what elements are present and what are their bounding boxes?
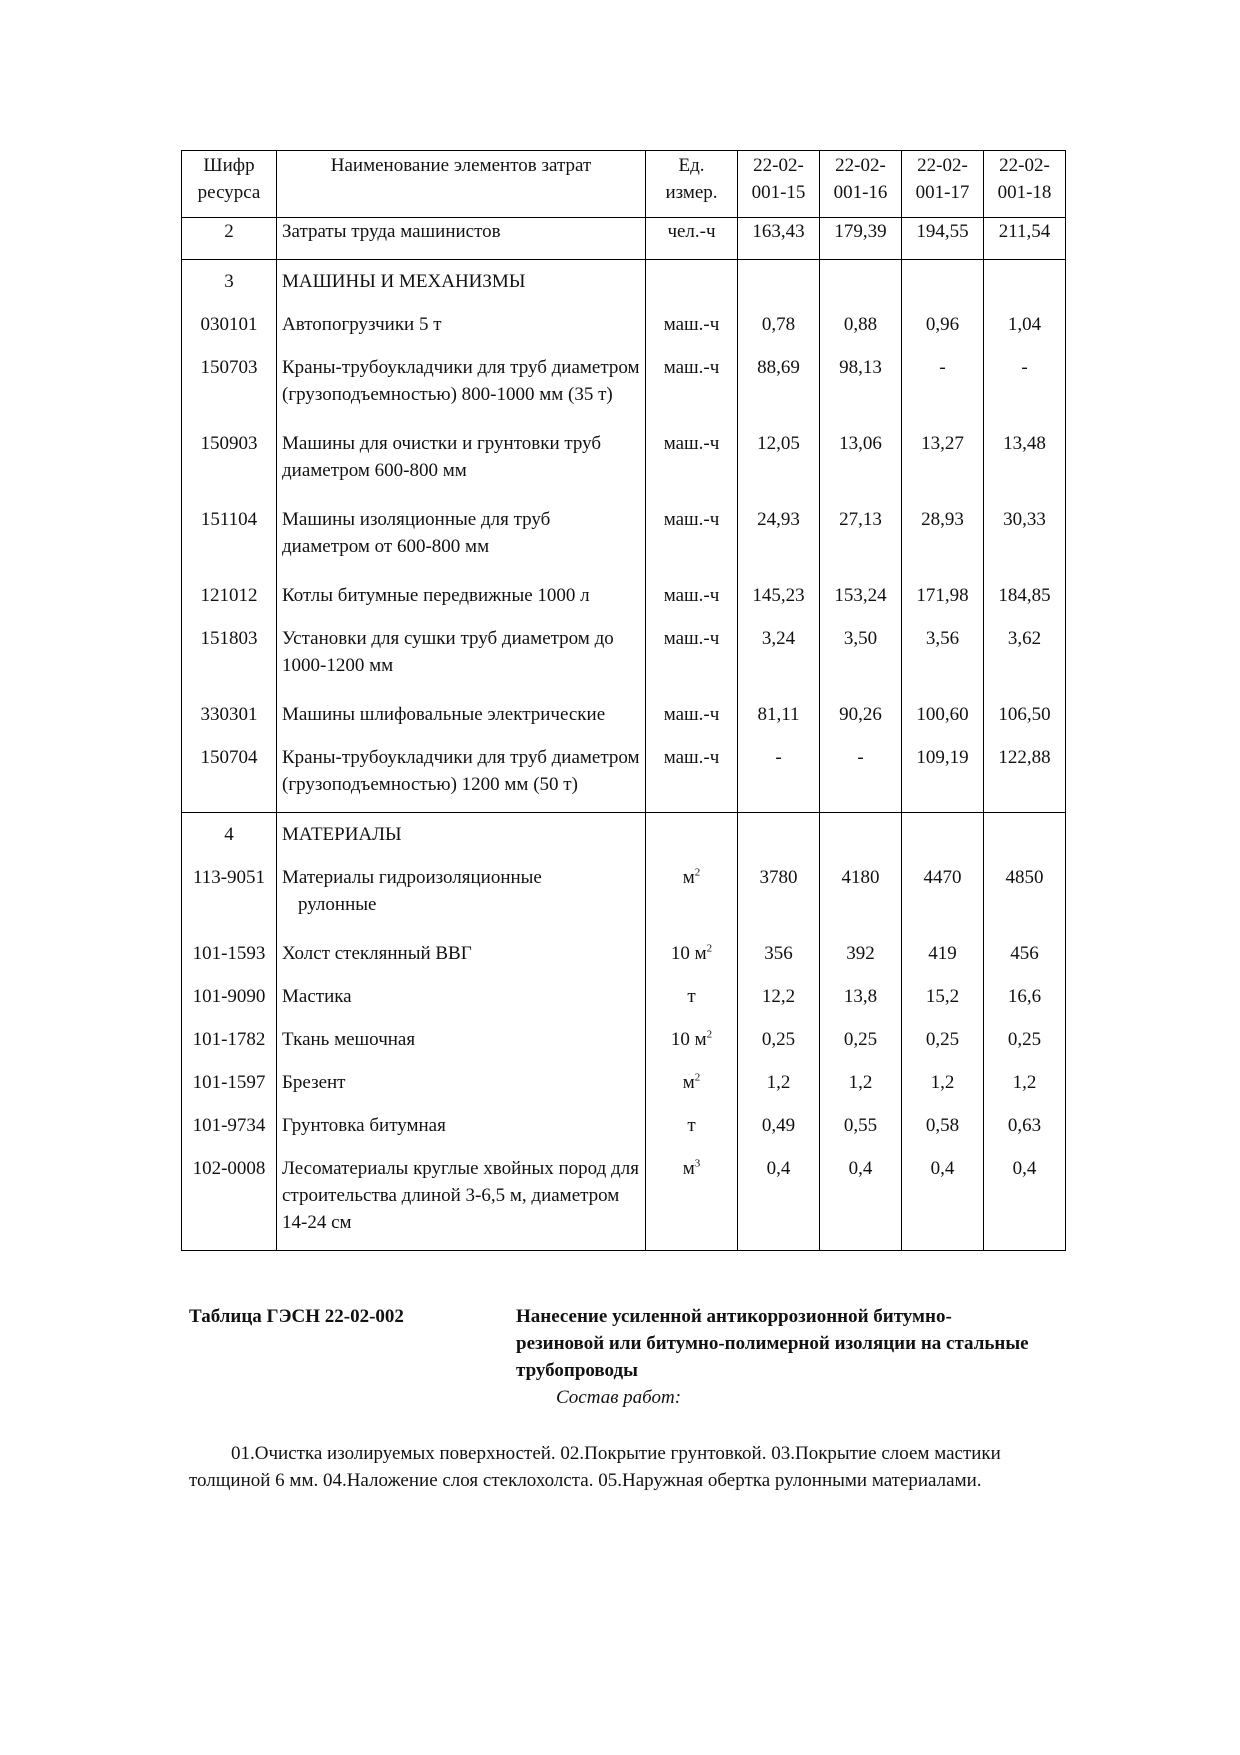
header-col-2: 22-02-001-16 xyxy=(820,151,902,218)
unit-exponent: 2 xyxy=(706,942,713,955)
row-code: 151803 xyxy=(182,617,277,693)
table-row xyxy=(182,346,1066,422)
table-row xyxy=(182,218,1066,260)
table-row xyxy=(182,498,1066,574)
row-value: - xyxy=(738,736,820,813)
row-name xyxy=(277,1061,646,1104)
row-name: Котлы битумные передвижные 1000 л xyxy=(277,574,646,617)
table-row xyxy=(182,422,1066,498)
row-name xyxy=(277,856,646,932)
row-value: 1,2 xyxy=(820,1061,902,1104)
row-value: 0,25 xyxy=(738,1018,820,1061)
row-name: Машины шлифовальные электрические xyxy=(277,693,646,736)
row-value: 0,4 xyxy=(902,1147,984,1251)
table-caption-title: Нанесение усиленной антикоррозионной битумно-резиновой или битумно-полимерной изоляции на стальные трубопроводы xyxy=(516,1306,1029,1381)
table-header-row xyxy=(182,151,1066,218)
row-unit xyxy=(646,1018,738,1061)
row-value: 0,78 xyxy=(738,303,820,346)
row-value: 28,93 xyxy=(902,498,984,574)
table-row xyxy=(182,693,1066,736)
row-value: 0,25 xyxy=(820,1018,902,1061)
row-value: 122,88 xyxy=(984,736,1066,813)
row-value: 163,43 xyxy=(738,218,820,260)
table-row xyxy=(182,932,1066,975)
machines-section xyxy=(182,260,1066,813)
row-code: 101-9090 xyxy=(182,975,277,1018)
row-unit: маш.-ч xyxy=(646,574,738,617)
row-code: 030101 xyxy=(182,303,277,346)
row-unit xyxy=(646,932,738,975)
row-name: Машины изоляционные для труб диаметром от 600-800 мм xyxy=(277,498,646,574)
row-unit: маш.-ч xyxy=(646,346,738,422)
header-col-4: 22-02-001-18 xyxy=(984,151,1066,218)
row-name-text: Холст стеклянный ВВГ xyxy=(282,943,472,964)
row-unit: маш.-ч xyxy=(646,617,738,693)
row-code: 102-0008 xyxy=(182,1147,277,1251)
row-name-text: Ткань мешочная xyxy=(282,1029,416,1050)
row-value: 13,27 xyxy=(902,422,984,498)
row-value: 392 xyxy=(820,932,902,975)
row-value: 106,50 xyxy=(984,693,1066,736)
row-name: Установки для сушки труб диаметром до 1000-1200 мм xyxy=(277,617,646,693)
row-name-text: Лесоматериалы круглые хвойных пород для строительства длиной 3-6,5 м, диаметром 14-24 см xyxy=(282,1158,639,1233)
row-value: 4470 xyxy=(902,856,984,932)
labor-section xyxy=(182,218,1066,260)
row-value: 171,98 xyxy=(902,574,984,617)
row-name-continuation: рулонные xyxy=(298,894,377,915)
row-name-text: Грунтовка битумная xyxy=(282,1115,446,1136)
row-name-text: Брезент xyxy=(282,1072,346,1093)
row-value: 13,48 xyxy=(984,422,1066,498)
row-value: 0,4 xyxy=(738,1147,820,1251)
row-code: 101-1782 xyxy=(182,1018,277,1061)
header-unit: Ед. измер. xyxy=(646,151,738,218)
materials-section xyxy=(182,813,1066,1251)
section-title: МАШИНЫ И МЕХАНИЗМЫ xyxy=(277,260,646,304)
row-unit: чел.-ч xyxy=(646,218,738,260)
row-code: 2 xyxy=(182,218,277,260)
row-value: 1,2 xyxy=(902,1061,984,1104)
row-value: 1,2 xyxy=(738,1061,820,1104)
row-code: 101-1593 xyxy=(182,932,277,975)
row-value: 3,50 xyxy=(820,617,902,693)
row-code: 113-9051 xyxy=(182,856,277,932)
unit-text: т xyxy=(687,1115,696,1136)
row-value: 4850 xyxy=(984,856,1066,932)
row-value: 30,33 xyxy=(984,498,1066,574)
header-name: Наименование элементов затрат xyxy=(277,151,646,218)
row-code: 101-1597 xyxy=(182,1061,277,1104)
row-value: 0,25 xyxy=(902,1018,984,1061)
row-name: Автопогрузчики 5 т xyxy=(277,303,646,346)
row-value: - xyxy=(820,736,902,813)
row-value: 211,54 xyxy=(984,218,1066,260)
row-value: 90,26 xyxy=(820,693,902,736)
row-value: 1,04 xyxy=(984,303,1066,346)
row-value: 3780 xyxy=(738,856,820,932)
row-value: 13,06 xyxy=(820,422,902,498)
row-code: 330301 xyxy=(182,693,277,736)
row-value: 0,88 xyxy=(820,303,902,346)
row-name: Машины для очистки и грунтовки труб диаметром 600-800 мм xyxy=(277,422,646,498)
unit-exponent: 3 xyxy=(694,1157,701,1170)
table-row xyxy=(182,617,1066,693)
section-title: МАТЕРИАЛЫ xyxy=(277,813,646,857)
row-name: Затраты труда машинистов xyxy=(277,218,646,260)
row-name-text: Материалы гидроизоляционные xyxy=(282,867,542,888)
row-code: 121012 xyxy=(182,574,277,617)
row-value: 153,24 xyxy=(820,574,902,617)
row-unit: маш.-ч xyxy=(646,422,738,498)
row-name xyxy=(277,975,646,1018)
row-value: 16,6 xyxy=(984,975,1066,1018)
table-row xyxy=(182,975,1066,1018)
row-value: 3,24 xyxy=(738,617,820,693)
row-value: 98,13 xyxy=(820,346,902,422)
row-unit xyxy=(646,975,738,1018)
row-value: 0,55 xyxy=(820,1104,902,1147)
row-name: Краны-трубоукладчики для труб диаметром (грузоподъемностью) 1200 мм (50 т) xyxy=(277,736,646,813)
row-name xyxy=(277,932,646,975)
row-code: 150903 xyxy=(182,422,277,498)
row-unit: маш.-ч xyxy=(646,693,738,736)
row-value: 88,69 xyxy=(738,346,820,422)
row-value: 184,85 xyxy=(984,574,1066,617)
row-value: - xyxy=(984,346,1066,422)
row-value: 15,2 xyxy=(902,975,984,1018)
unit-text: м xyxy=(682,1158,695,1179)
work-composition-heading: Состав работ: xyxy=(556,1387,682,1408)
row-value: 12,05 xyxy=(738,422,820,498)
row-unit xyxy=(646,1104,738,1147)
estimate-table xyxy=(181,150,1066,1251)
row-value: - xyxy=(902,346,984,422)
row-name xyxy=(277,1104,646,1147)
unit-exponent: 2 xyxy=(694,1071,701,1084)
row-code: 150703 xyxy=(182,346,277,422)
row-name: Краны-трубоукладчики для труб диаметром (грузоподъемностью) 800-1000 мм (35 т) xyxy=(277,346,646,422)
row-unit xyxy=(646,856,738,932)
unit-text: м xyxy=(682,1072,695,1093)
table-row xyxy=(182,303,1066,346)
row-value: 0,49 xyxy=(738,1104,820,1147)
work-composition-text: 01.Очистка изолируемых поверхностей. 02.Покрытие грунтовкой. 03.Покрытие слоем мастики толщиной 6 мм. 04.Наложение слоя стеклохолста. 05.Наружная обертка рулонными материалами. xyxy=(189,1443,1001,1491)
row-unit: маш.-ч xyxy=(646,736,738,813)
section-heading-row xyxy=(182,813,1066,857)
row-code: 151104 xyxy=(182,498,277,574)
row-name xyxy=(277,1147,646,1251)
row-value: 145,23 xyxy=(738,574,820,617)
table-caption-label: Таблица ГЭСН 22-02-002 xyxy=(189,1306,404,1327)
unit-text: 10 м xyxy=(670,1029,707,1050)
table-row xyxy=(182,574,1066,617)
row-name xyxy=(277,1018,646,1061)
row-value: 4180 xyxy=(820,856,902,932)
unit-text: т xyxy=(687,986,696,1007)
row-value: 0,96 xyxy=(902,303,984,346)
row-code: 101-9734 xyxy=(182,1104,277,1147)
row-unit xyxy=(646,1061,738,1104)
row-value: 179,39 xyxy=(820,218,902,260)
row-name-text: Мастика xyxy=(282,986,352,1007)
row-unit: маш.-ч xyxy=(646,498,738,574)
unit-text: м xyxy=(682,867,695,888)
row-value: 194,55 xyxy=(902,218,984,260)
unit-exponent: 2 xyxy=(694,866,701,879)
row-value: 109,19 xyxy=(902,736,984,813)
unit-text: 10 м xyxy=(670,943,707,964)
row-value: 3,62 xyxy=(984,617,1066,693)
row-value: 0,4 xyxy=(820,1147,902,1251)
row-value: 27,13 xyxy=(820,498,902,574)
row-value: 13,8 xyxy=(820,975,902,1018)
row-value: 456 xyxy=(984,932,1066,975)
row-value: 24,93 xyxy=(738,498,820,574)
table-row xyxy=(182,856,1066,932)
table-row xyxy=(182,1018,1066,1061)
header-code: Шифр ресурса xyxy=(182,151,277,218)
row-value: 81,11 xyxy=(738,693,820,736)
row-value: 356 xyxy=(738,932,820,975)
row-value: 0,58 xyxy=(902,1104,984,1147)
row-code: 150704 xyxy=(182,736,277,813)
row-value: 0,63 xyxy=(984,1104,1066,1147)
table-row xyxy=(182,1061,1066,1104)
section-code: 4 xyxy=(182,813,277,857)
row-value: 0,25 xyxy=(984,1018,1066,1061)
row-value: 419 xyxy=(902,932,984,975)
header-col-3: 22-02-001-17 xyxy=(902,151,984,218)
table-row xyxy=(182,736,1066,813)
row-value: 1,2 xyxy=(984,1061,1066,1104)
row-unit xyxy=(646,1147,738,1251)
header-col-1: 22-02-001-15 xyxy=(738,151,820,218)
row-value: 12,2 xyxy=(738,975,820,1018)
row-value: 100,60 xyxy=(902,693,984,736)
section-heading-row xyxy=(182,260,1066,304)
section-code: 3 xyxy=(182,260,277,304)
row-value: 3,56 xyxy=(902,617,984,693)
table-row xyxy=(182,1147,1066,1251)
unit-exponent: 2 xyxy=(706,1028,713,1041)
row-value: 0,4 xyxy=(984,1147,1066,1251)
row-unit: маш.-ч xyxy=(646,303,738,346)
table-row xyxy=(182,1104,1066,1147)
